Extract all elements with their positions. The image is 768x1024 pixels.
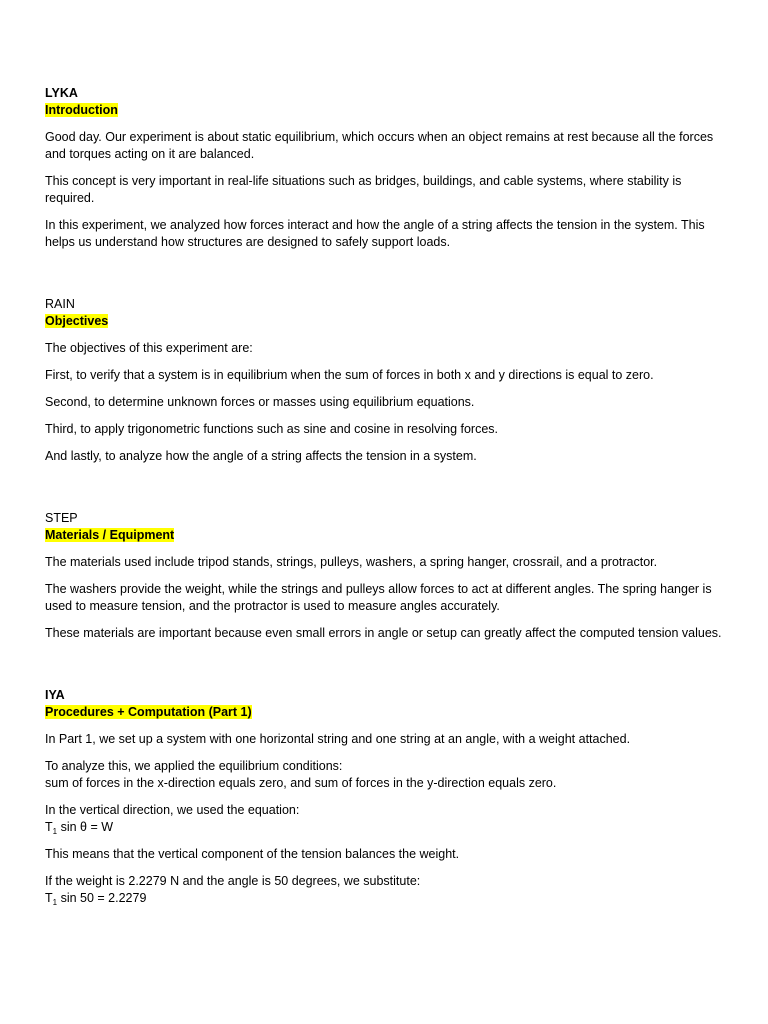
- tension-subscript: 1: [52, 898, 58, 907]
- equation-substitution: [45, 890, 729, 907]
- section-heading: [45, 313, 729, 330]
- section-materials: [45, 510, 729, 642]
- section-spacer: [45, 261, 729, 296]
- speaker-name: RAIN: [45, 297, 75, 311]
- paragraph: [45, 758, 729, 792]
- paragraph: Good day. Our experiment is about static equilibrium, which occurs when an object remains at rest because all the forces and torques acting on it are balanced.: [45, 130, 714, 161]
- section-heading: [45, 527, 729, 544]
- document-page: [45, 85, 729, 917]
- paragraph: And lastly, to analyze how the angle of a string affects the tension in a system.: [45, 449, 477, 463]
- section-introduction: [45, 85, 729, 251]
- section-objectives: [45, 296, 729, 465]
- paragraph: This concept is very important in real-life situations such as bridges, buildings, and cable systems, where stability is required.: [45, 174, 682, 205]
- paragraph: Third, to apply trigonometric functions such as sine and cosine in resolving forces.: [45, 422, 499, 436]
- tension-symbol: T: [45, 820, 53, 834]
- paragraph: [45, 873, 729, 907]
- paragraph: Second, to determine unknown forces or masses using equilibrium equations.: [45, 395, 475, 409]
- paragraph: The materials used include tripod stands, strings, pulleys, washers, a spring hanger, crossrail, and a protractor.: [45, 555, 658, 569]
- section-heading: [45, 704, 729, 721]
- highlighted-heading-text: Introduction: [45, 103, 118, 117]
- paragraph-line: If the weight is 2.2279 N and the angle is 50 degrees, we substitute:: [45, 874, 421, 888]
- paragraph: First, to verify that a system is in equilibrium when the sum of forces in both x and y directions is equal to zero.: [45, 368, 654, 382]
- paragraph: The objectives of this experiment are:: [45, 341, 253, 355]
- speaker-name: IYA: [45, 688, 65, 702]
- tension-symbol: T: [45, 891, 53, 905]
- paragraph: The washers provide the weight, while the strings and pulleys allow forces to act at different angles. The spring hanger is used to measure tension, and the protractor is used to measure angles accurately.: [45, 582, 712, 613]
- speaker-name: LYKA: [45, 86, 78, 100]
- equation-rest: sin 50 = 2.2279: [57, 891, 147, 905]
- paragraph-line: In the vertical direction, we used the equation:: [45, 803, 300, 817]
- section-spacer: [45, 475, 729, 510]
- paragraph: This means that the vertical component of the tension balances the weight.: [45, 847, 460, 861]
- highlighted-heading-text: Materials / Equipment: [45, 528, 175, 542]
- equation-rest: sin θ = W: [57, 820, 114, 834]
- equation-tension-weight: [45, 819, 729, 836]
- paragraph: In this experiment, we analyzed how forces interact and how the angle of a string affects the tension in the system. This helps us understand how structures are designed to safely support loads.: [45, 218, 705, 249]
- paragraph: [45, 802, 729, 836]
- highlighted-heading-text: Objectives: [45, 314, 109, 328]
- paragraph-line: sum of forces in the x-direction equals zero, and sum of forces in the y-direction equals zero.: [45, 776, 557, 790]
- highlighted-heading-text: Procedures + Computation (Part 1): [45, 705, 252, 719]
- section-heading: [45, 102, 729, 119]
- paragraph: These materials are important because even small errors in angle or setup can greatly affect the computed tension values.: [45, 626, 722, 640]
- paragraph-line: To analyze this, we applied the equilibrium conditions:: [45, 759, 343, 773]
- paragraph: In Part 1, we set up a system with one horizontal string and one string at an angle, with a weight attached.: [45, 732, 631, 746]
- speaker-name: STEP: [45, 511, 78, 525]
- section-spacer: [45, 652, 729, 687]
- tension-subscript: 1: [52, 827, 58, 836]
- section-procedures: [45, 687, 729, 907]
